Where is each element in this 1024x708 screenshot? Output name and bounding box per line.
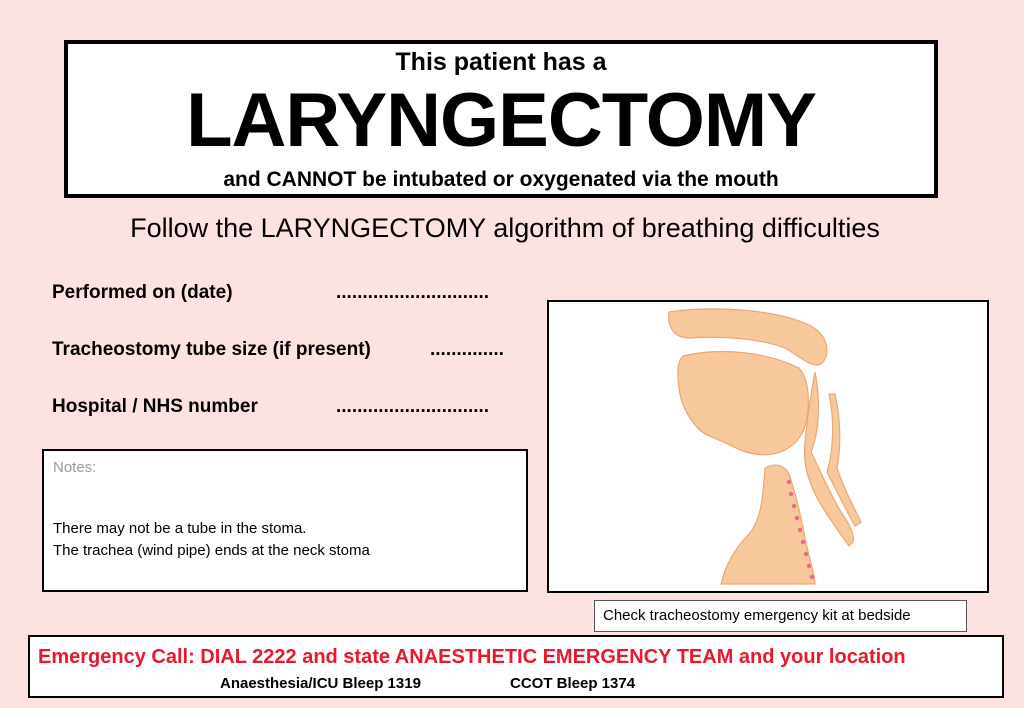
hospital-number-value: ............................. xyxy=(336,396,490,417)
notes-box xyxy=(42,449,528,592)
notes-text xyxy=(53,518,517,562)
performed-on-value: ............................. xyxy=(336,282,490,303)
notes-line-2: The trachea (wind pipe) ends at the neck stoma xyxy=(53,542,370,559)
anatomy-image-box xyxy=(547,300,989,593)
instruction-text: Follow the LARYNGECTOMY algorithm of breathing difficulties xyxy=(130,213,880,243)
pre-title: This patient has a xyxy=(395,48,607,76)
tube-size-label: Tracheostomy tube size (if present) xyxy=(52,339,371,360)
emergency-box xyxy=(28,635,1004,698)
anaesthesia-bleep: Anaesthesia/ICU Bleep 1319 xyxy=(220,675,421,692)
performed-on-label: Performed on (date) xyxy=(52,282,233,303)
page-title: LARYNGECTOMY xyxy=(186,78,816,163)
notes-line-1: There may not be a tube in the stoma. xyxy=(53,520,307,537)
subtitle: and CANNOT be intubated or oxygenated via the mouth xyxy=(223,168,779,191)
kit-note: Check tracheostomy emergency kit at bedside xyxy=(594,600,967,632)
laryngectomy-anatomy-icon xyxy=(549,302,987,591)
ccot-bleep: CCOT Bleep 1374 xyxy=(510,675,636,692)
notes-label: Notes: xyxy=(53,459,97,476)
emergency-call-text: Emergency Call: DIAL 2222 and state ANAESTHETIC EMERGENCY TEAM and your location xyxy=(38,646,906,668)
hospital-number-label: Hospital / NHS number xyxy=(52,396,258,417)
header-box xyxy=(64,40,938,198)
tube-size-value: .............. xyxy=(430,339,504,360)
